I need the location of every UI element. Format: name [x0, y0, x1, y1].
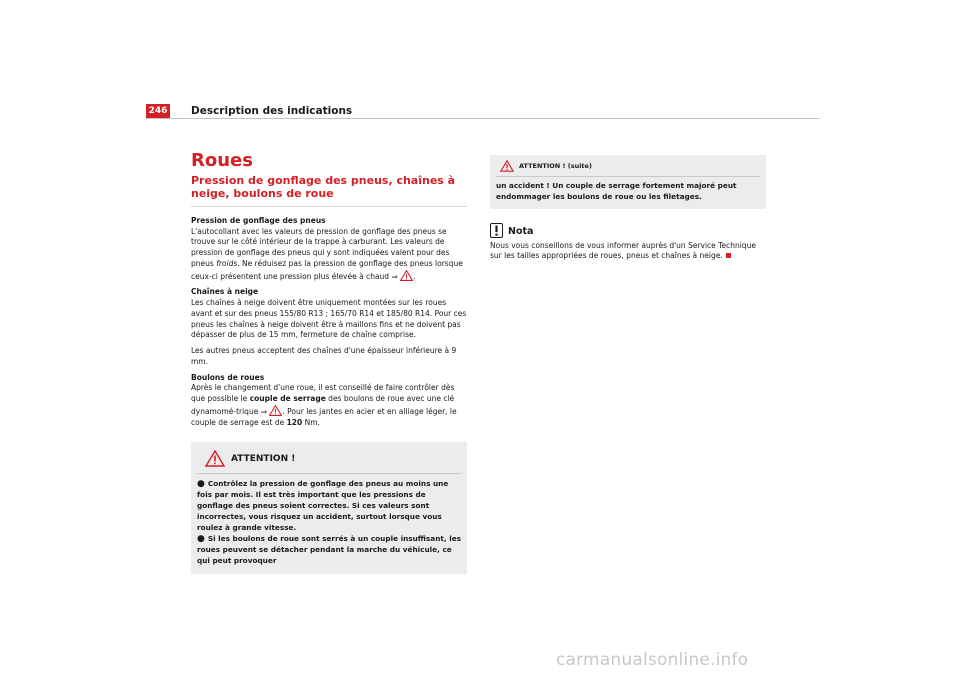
watermark: carmanualsonline.info — [556, 650, 749, 670]
chains-text: Les chaînes à neige doivent être uniquement montées sur les roues avant et sur des pneus 155/80 R13 ; 165/70 R14 et 185/80 R14. Pour ces pneus les chaînes à neige doivent être à maillons fins et ne doivent pas dépasser de plus de 15 mm, fermeture de chaîne comprise. — [191, 297, 467, 340]
bolts-text: Après le changement d'une roue, il est conseillé de faire contrôler dès que possible le couple de serrage des boulons de roue avec une clé dynamomé-trique ⇒ . Pour les jantes en acier et en alliage léger, le couple de serrage est de 120 Nm. — [191, 383, 457, 427]
note-text: Nous vous conseillons de vous informer auprès d'un Service Technique sur les tailles appropriées de roues, pneus et chaînes à neige. — [490, 240, 756, 261]
warning-bullet: ● Contrôlez la pression de gonflage des pneus au moins une fois par mois. Il est très important que les pressions de gonflage des pneus soient correctes. Si ces valeurs sont incorrectes, vous risquez un accident, surtout lorsque vous roulez à grande vitesse. — [197, 479, 449, 532]
warning-box — [191, 442, 467, 573]
left-column — [191, 150, 467, 574]
right-column — [490, 155, 766, 262]
header-divider — [146, 118, 820, 119]
pressure-title: Pression de gonflage des pneus — [191, 216, 326, 225]
warning-title: ATTENTION ! — [231, 453, 296, 464]
page-heading: Roues — [191, 150, 253, 171]
chains-text-2: Les autres pneus acceptent des chaînes d'une épaisseur inférieure à 9 mm. — [191, 346, 457, 366]
note-title: Nota — [508, 225, 534, 237]
page-subheading: Pression de gonflage des pneus, chaînes à neige, boulons de roue — [191, 174, 467, 207]
note-header — [490, 223, 766, 238]
section-title: Description des indications — [191, 105, 353, 117]
chains-title: Chaînes à neige — [191, 287, 259, 297]
warning-continued-text: un accident ! Un couple de serrage fortement majoré peut endommager les boulons de roue ou les filetages. — [496, 181, 737, 201]
warning-triangle-icon[interactable] — [400, 270, 413, 281]
note-icon — [490, 223, 503, 238]
warning-icon — [205, 450, 225, 467]
bolts-title: Boulons de roues — [191, 372, 265, 382]
page-number: 246 — [146, 104, 170, 118]
warning-box-continued — [490, 155, 766, 209]
warning-continued-title: ATTENTION ! (suite) — [519, 162, 592, 170]
warning-triangle-icon[interactable] — [269, 405, 282, 416]
pressure-text: L'autocollant avec les valeurs de pression de gonflage des pneus se trouve sur le côté intérieur de la trappe à carburant. Les valeurs de pression de gonflage des pneus qui y sont indiquées valent pour des pneus froids. Ne réduisez pas la pression de gonflage des pneus lorsque ceux-ci présentent une pression plus élevée à chaud ⇒ . — [191, 226, 463, 281]
warning-bullet: ● Si les boulons de roue sont serrés à un couple insuffisant, les roues peuvent se détacher pendant la marche du véhicule, ce qui peut provoquer — [197, 534, 461, 566]
end-of-section-icon — [726, 253, 731, 258]
warning-icon — [500, 160, 514, 172]
